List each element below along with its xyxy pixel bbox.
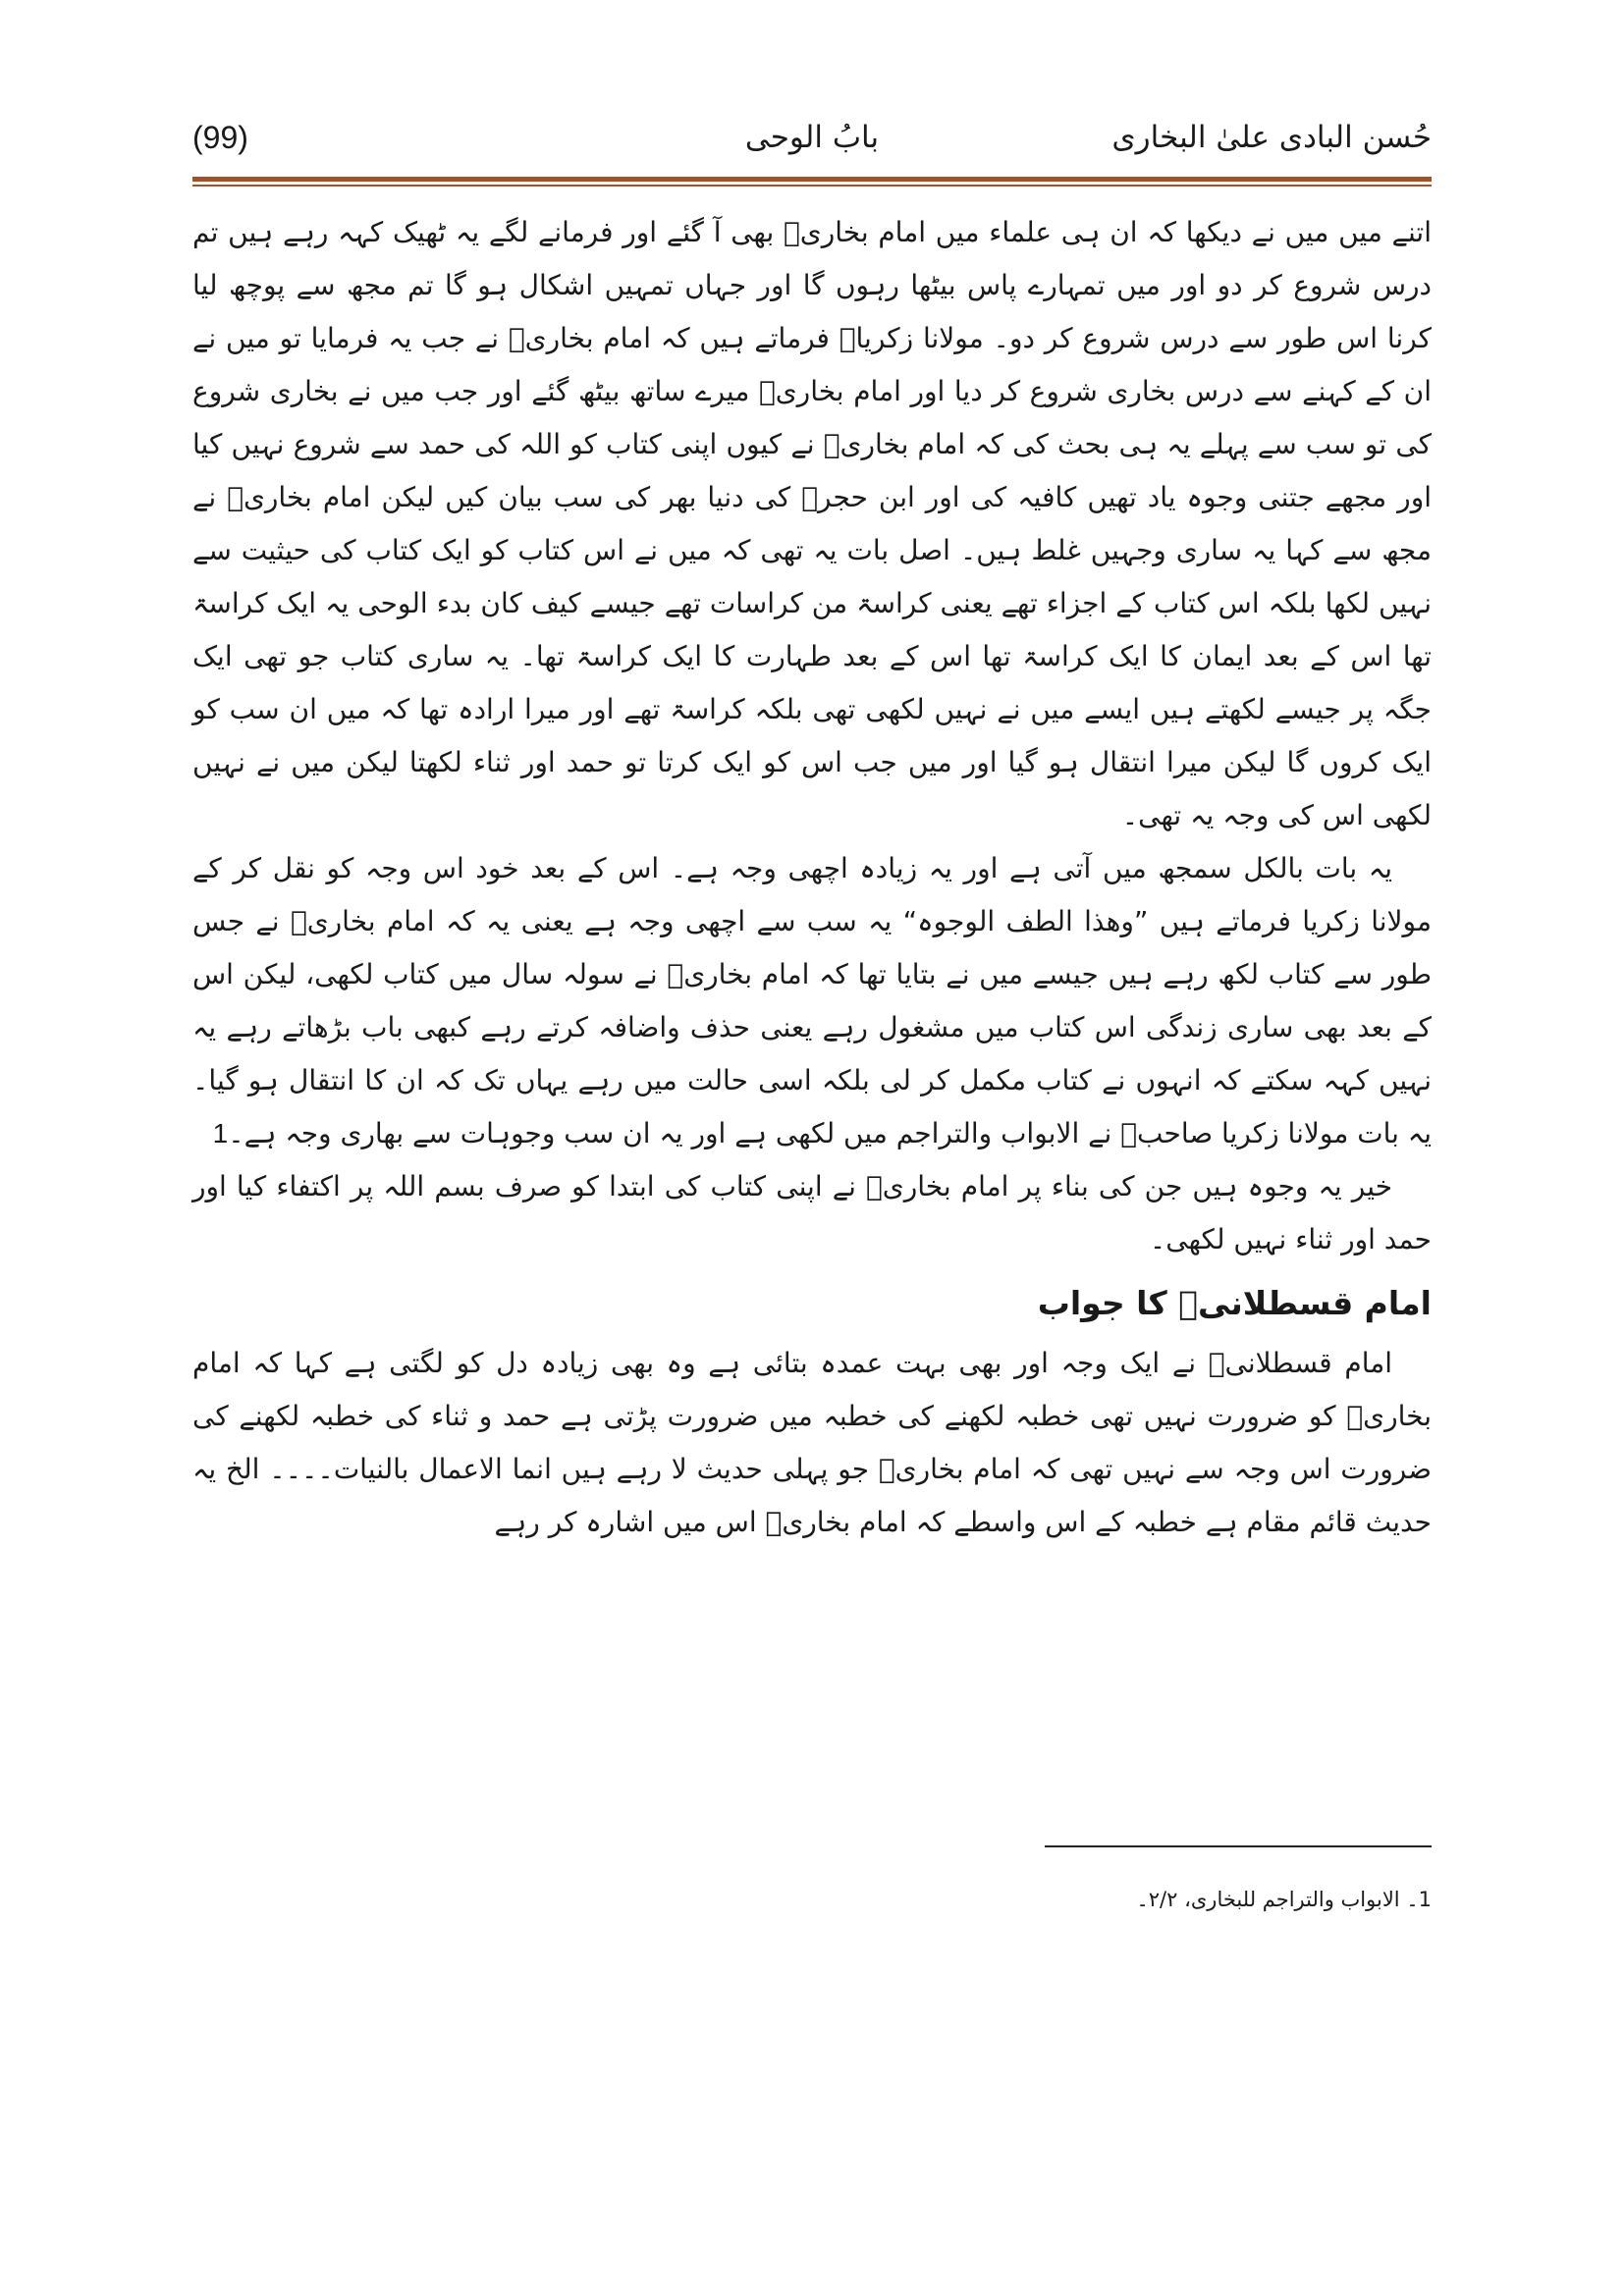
footnote-reference: 1 bbox=[212, 1118, 229, 1148]
paragraph: خیر یہ وجوہ ہیں جن کی بناء پر امام بخاریؒ نے اپنی کتاب کی ابتدا کو صرف بسم اللہ پر اکتفاء کیا اور حمد اور ثناء نہیں لکھی۔ bbox=[192, 1170, 1432, 1255]
footnote: 1۔ الابواب والتراجم للبخاری، ۲/۲۔ bbox=[1136, 1888, 1432, 1911]
book-title: حُسن البادی علیٰ البخاری bbox=[1111, 120, 1432, 155]
body-text bbox=[192, 206, 1432, 1549]
paragraph-text: یہ بات بالکل سمجھ میں آتی ہے اور یہ زیادہ اچھی وجہ ہے۔ اس کے بعد خود اس وجہ کو نقل کر کے مولانا زکریا فرماتے ہیں ”وھذا الطف الوجوہ“ یہ سب سے اچھی وجہ ہے یعنی یہ کہ امام بخاریؒ نے جس طور سے کتاب لکھ رہے ہیں جیسے میں نے بتایا تھا کہ امام بخاریؒ نے سولہ سال میں کتاب لکھی، لیکن اس کے بعد بھی ساری زندگی اس کتاب میں مشغول رہے یعنی حذف واضافہ کرتے رہے کبھی باب بڑھاتے رہے یہ نہیں کہہ سکتے کہ انہوں نے کتاب مکمل کر لی بلکہ اسی حالت میں رہے یہاں تک کہ ان کا انتقال ہو گیا۔ یہ بات مولانا زکریا صاحبؒ نے الابواب والتراجم میں لکھی ہے اور یہ ان سب وجوہات سے بھاری وجہ ہے۔ bbox=[192, 852, 1432, 1149]
section-heading: امام قسطلانیؒ کا جواب bbox=[1037, 1284, 1432, 1322]
paragraph bbox=[192, 842, 1432, 1160]
paragraph: اتنے میں میں نے دیکھا کہ ان ہی علماء میں امام بخاریؒ بھی آ گئے اور فرمانے لگے یہ ٹھیک کہہ رہے ہیں تم درس شروع کر دو اور میں تمہارے پاس بیٹھا رہوں گا اور جہاں تمہیں اشکال ہو گا تم مجھ سے پوچھ لیا کرنا اس طور سے درس شروع کر دو۔ مولانا زکریاؒ فرماتے ہیں کہ امام بخاریؒ نے جب یہ فرمایا تو میں نے ان کے کہنے سے درس بخاری شروع کر دیا اور امام بخاریؒ میرے ساتھ بیٹھ گئے اور جب میں نے بخاری شروع کی تو سب سے پہلے یہ ہی بحث کی کہ امام بخاریؒ نے کیوں اپنی کتاب کو اللہ کی حمد سے شروع نہیں کیا اور مجھے جتنی وجوہ یاد تھیں کافیہ کی اور ابن حجرؒ کی دنیا بھر کی سب بیان کیں لیکن امام بخاریؒ نے مجھ سے کہا یہ ساری وجہیں غلط ہیں۔ اصل بات یہ تھی کہ میں نے اس کتاب کو ایک کتاب کی حیثیت سے نہیں لکھا بلکہ اس کتاب کے اجزاء تھے یعنی کراسۃ من کراسات تھے جیسے کیف کان بدء الوحی یہ ایک کراسۃ تھا اس کے بعد ایمان کا ایک کراسۃ تھا اس کے بعد طہارت کا ایک کراسۃ تھا۔ یہ ساری کتاب جو تھی ایک جگہ پر جیسے لکھتے ہیں ایسے میں نے نہیں لکھی تھی بلکہ کراسۃ تھے اور میرا ارادہ تھا کہ میں ان سب کو ایک کروں گا لیکن میرا انتقال ہو گیا اور میں جب اس کو ایک کرتا تو حمد اور ثناء لکھتا لیکن میں نے نہیں لکھی اس کی وجہ یہ تھی۔ bbox=[192, 216, 1433, 831]
chapter-title: بابُ الوحی bbox=[744, 120, 880, 155]
footnote-divider bbox=[1045, 1845, 1432, 1847]
header-rule-thin bbox=[192, 185, 1432, 187]
header-rule-thick bbox=[192, 177, 1432, 182]
paragraph: امام قسطلانیؒ نے ایک وجہ اور بھی بہت عمدہ بتائی ہے وہ بھی زیادہ دل کو لگتی ہے کہا کہ امام بخاریؒ کو ضرورت نہیں تھی خطبہ لکھنے کی خطبہ میں ضرورت پڑتی ہے حمد و ثناء کی خطبہ لکھنے کی ضرورت اس وجہ سے نہیں تھی کہ امام بخاریؒ جو پہلی حدیث لا رہے ہیں انما الاعمال بالنیات۔۔۔۔ الخ یہ حدیث قائم مقام ہے خطبہ کے اس واسطے کہ امام بخاریؒ اس میں اشارہ کر رہے bbox=[192, 1347, 1432, 1538]
page-number: (99) bbox=[192, 120, 248, 155]
page-header bbox=[192, 110, 1432, 169]
